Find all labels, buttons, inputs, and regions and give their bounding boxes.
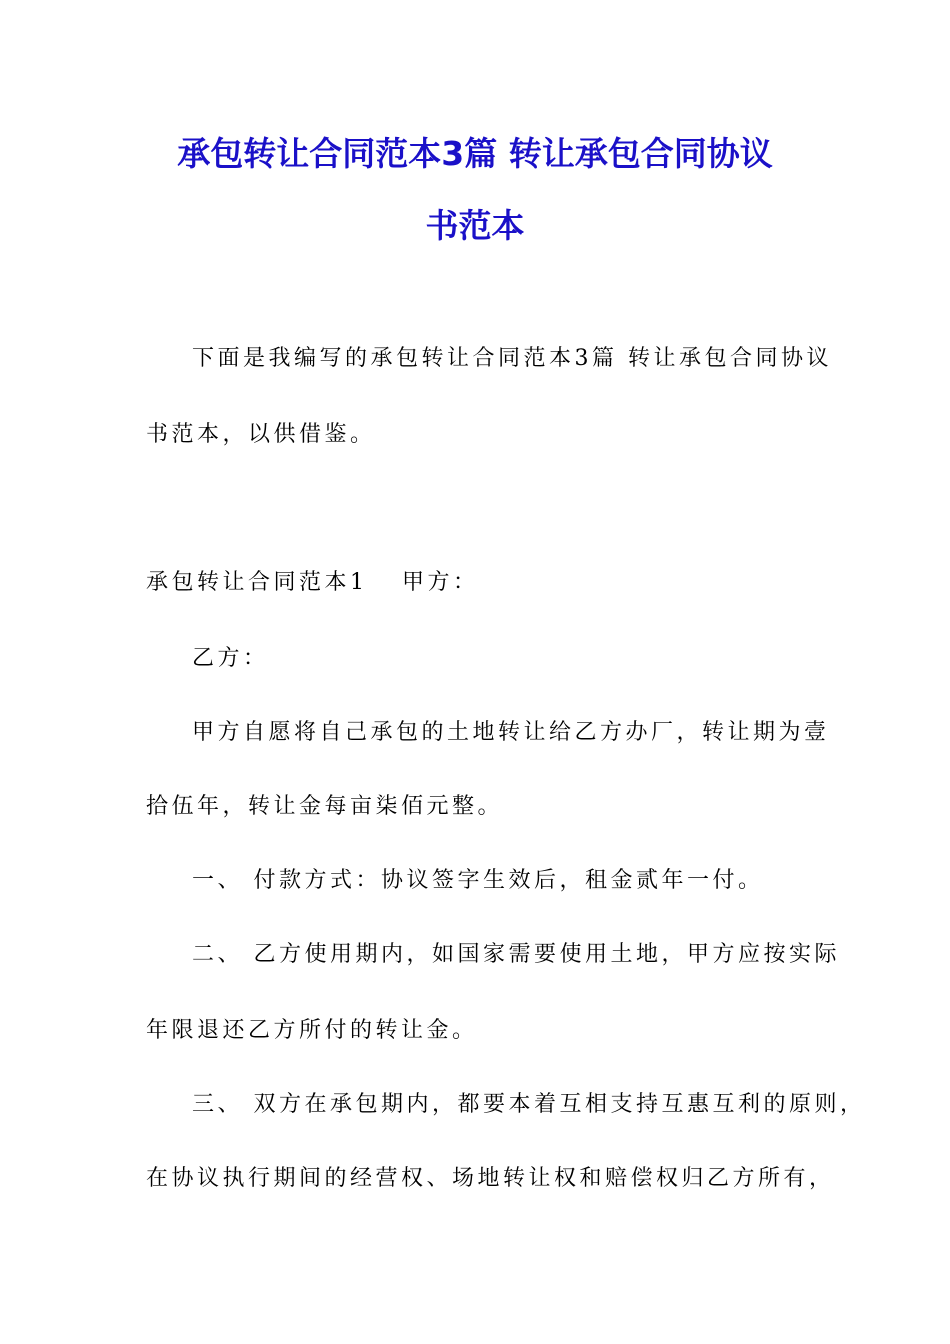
section-heading: 承包转让合同范本1 [146,570,368,595]
intro-line-2: 书范本，以供借鉴。 [146,422,376,447]
clause-2-line-1: 二、 乙方使用期内，如国家需要使用土地，甲方应按实际 [192,942,840,967]
paragraph-1-line-1: 甲方自愿将自己承包的土地转让给乙方办厂，转让期为壹 [192,720,830,745]
intro-line-1: 下面是我编写的承包转让合同范本3篇 转让承包合同协议 [192,346,832,371]
document-title-line-2: 书范本 [425,206,525,245]
clause-1: 一、 付款方式：协议签字生效后，租金贰年一付。 [192,868,764,893]
party-b-label: 乙方： [192,646,269,671]
clause-3-line-1: 三、 双方在承包期内，都要本着互相支持互惠互利的原则， [192,1092,866,1117]
clause-3-line-2: 在协议执行期间的经营权、场地转让权和赔偿权归乙方所有， [146,1166,835,1191]
document-title-line-1: 承包转让合同范本3篇 转让承包合同协议 [177,134,773,173]
clause-2-line-2: 年限退还乙方所付的转让金。 [146,1018,478,1043]
paragraph-1-line-2: 拾伍年，转让金每亩柒佰元整。 [146,794,504,819]
party-a-label: 甲方： [402,570,479,595]
